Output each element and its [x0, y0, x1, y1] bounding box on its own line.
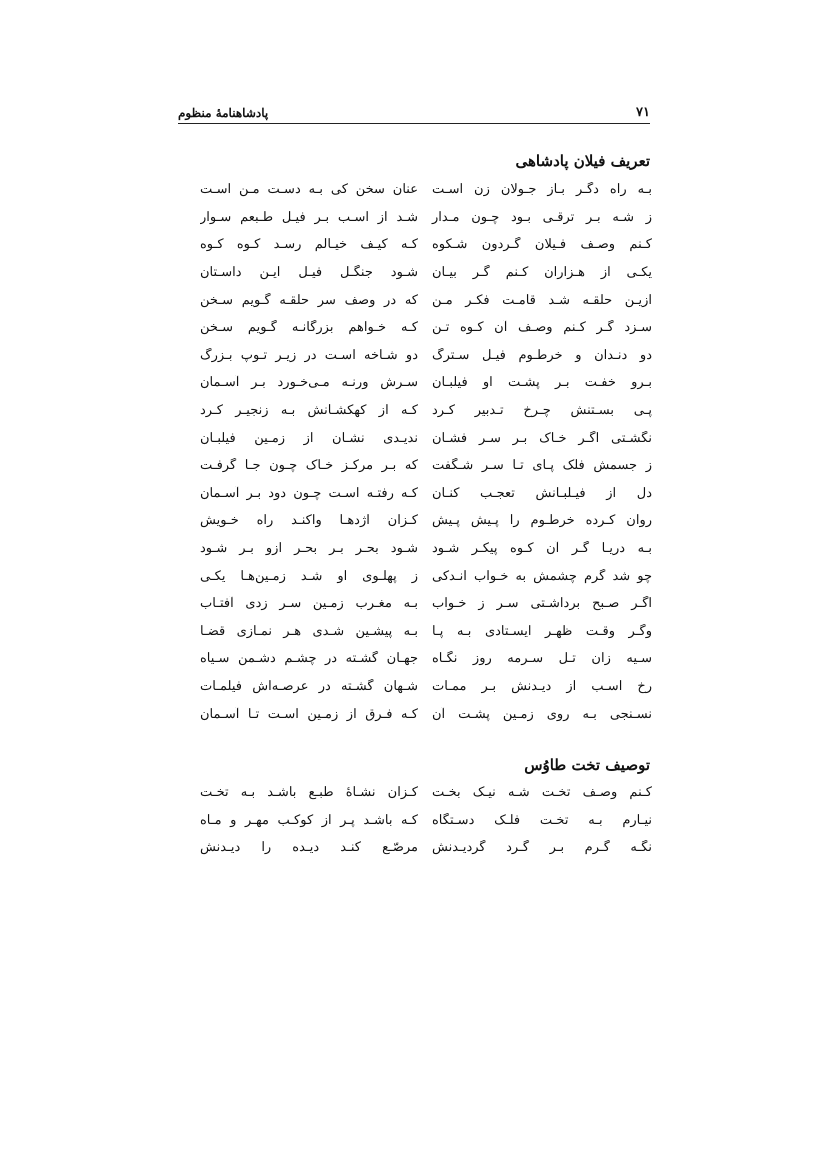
- couplet: [200, 618, 652, 646]
- couplet: [200, 535, 652, 563]
- second-hemistich: کـه خـواهم بزرگانـه گـویم سـخن: [200, 320, 418, 336]
- couplet-list: [200, 779, 652, 862]
- couplet: [200, 562, 652, 590]
- second-hemistich: مرصّـع کنـد دیـده را دیـدنش: [200, 840, 418, 856]
- first-hemistich: کـنم وصـف تخـت شـه نیـک بخـت: [432, 785, 652, 801]
- page-number: ۷۱: [636, 105, 650, 120]
- couplet: [200, 176, 652, 204]
- second-hemistich: عنان سخن کی بـه دسـت مـن اسـت: [200, 182, 418, 198]
- first-hemistich: دل از فیـلبـانش تعجـب کنـان: [432, 485, 652, 501]
- couplet: [200, 259, 652, 287]
- second-hemistich: شـهان گشـته در عرصـه‌اش فیلمـات: [200, 678, 418, 694]
- first-hemistich: نگشـتی اگـر خـاک بـر سـر فشـان: [432, 430, 652, 446]
- couplet: [200, 645, 652, 673]
- first-hemistich: چو شد گرم چشمش به خـواب انـدکی: [432, 568, 652, 584]
- couplet: [200, 286, 652, 314]
- second-hemistich: جهـان گشـته در چشـم دشـمن سـیاه: [200, 651, 418, 667]
- section-title: توصیف تخت طاوُس: [524, 756, 650, 774]
- second-hemistich: بـه پیشـین شـدی هـر نمـازی قضـا: [200, 623, 418, 639]
- second-hemistich: شـود جنگـل فیـل ایـن داسـتان: [200, 265, 418, 281]
- couplet: [200, 314, 652, 342]
- first-hemistich: اگـر صـبح برداشـتی سـر ز خـواب: [432, 596, 652, 612]
- first-hemistich: نگـه گـرم بـر گـرد گردیـدنش: [432, 840, 652, 856]
- first-hemistich: نسـنجی بـه روی زمـین پشـت آن: [432, 706, 652, 722]
- couplet: [200, 779, 652, 807]
- couplet: [200, 204, 652, 232]
- couplet: [200, 397, 652, 425]
- first-hemistich: نیـارم بـه تخـت فلـک دسـتگاه: [432, 812, 652, 828]
- first-hemistich: ز شـه بـر ترقـی بـود چـون مـدار: [432, 209, 652, 225]
- second-hemistich: کـزان نشـأهٔ طبـع باشـد بـه تخـت: [200, 785, 418, 801]
- couplet: [200, 480, 652, 508]
- second-hemistich: بـه مغـرب زمـین سـر زدی آفتـاب: [200, 596, 418, 612]
- second-hemistich: دو شـاخه اسـت در زیـر تـوپ بـزرگ: [200, 347, 418, 363]
- second-hemistich: کـه فـرق از زمـین اسـت تـا آسـمان: [200, 706, 418, 722]
- first-hemistich: رخ اسـب از دیـدنش بـر ممـات: [432, 678, 652, 694]
- section-title: تعریف فیلان پادشاهی: [515, 152, 650, 170]
- first-hemistich: دو دنـدان و خرطـوم فیـل سـترگ: [432, 347, 652, 363]
- couplet: [200, 342, 652, 370]
- couplet: [200, 590, 652, 618]
- couplet-list: [200, 176, 652, 728]
- first-hemistich: یکـی از هـزاران کـنم گـر بیـان: [432, 265, 652, 281]
- couplet: [200, 834, 652, 862]
- second-hemistich: شـود بحـر بـر بحـر ازو بـر شـود: [200, 541, 418, 557]
- second-hemistich: ز پهلـوی او شـد زمـین‌هـا یکـی: [200, 568, 418, 584]
- second-hemistich: کـه از کهکشـانش بـه زنجیـر کـرد: [200, 403, 418, 419]
- couplet: [200, 424, 652, 452]
- running-header: [178, 100, 650, 124]
- first-hemistich: سـیه زان تـل سـرمه روز نگـاه: [432, 651, 652, 667]
- first-hemistich: وگـر وقـت ظهـر ایسـتادی بـه پـا: [432, 623, 652, 639]
- first-hemistich: پـی بسـتنش چـرخ تـدبیر کـرد: [432, 403, 652, 419]
- first-hemistich: ز جسمش فلک پـای تـا سـر شـگفت: [432, 458, 652, 474]
- couplet: [200, 369, 652, 397]
- second-hemistich: کـه رفتـه اسـت چـون دود بـر آسـمان: [200, 485, 418, 501]
- second-hemistich: سـرش ورنـه مـی‌خـورد بـر آسـمان: [200, 375, 418, 391]
- couplet: [200, 507, 652, 535]
- first-hemistich: سـزد گـر کـنم وصـف آن کـوه تـن: [432, 320, 652, 336]
- first-hemistich: بـه دریـا گـر آن کـوه پیکـر شـود: [432, 541, 652, 557]
- couplet: [200, 700, 652, 728]
- second-hemistich: شـد از اسـب بـر فیـل طـبعم سـوار: [200, 209, 418, 225]
- couplet: [200, 673, 652, 701]
- first-hemistich: کـنم وصـف فـیلان گـردون شـکوه: [432, 237, 652, 253]
- couplet: [200, 452, 652, 480]
- first-hemistich: بـرو خفـت بـر پشـت او فیلبـان: [432, 375, 652, 391]
- second-hemistich: کـه باشـد پـر از کوکـب مهـر و مـاه: [200, 812, 418, 828]
- first-hemistich: ازیـن حلقـه شـد قامـت فکـر مـن: [432, 292, 652, 308]
- second-hemistich: کـه کیـف خیـالم رسـد کـوه کـوه: [200, 237, 418, 253]
- book-title: پادشاهنامهٔ منظوم: [178, 106, 269, 120]
- couplet: [200, 807, 652, 835]
- second-hemistich: ندیـدی نشـان از زمـین فیلبـان: [200, 430, 418, 446]
- couplet: [200, 231, 652, 259]
- second-hemistich: که بـر مرکـز خـاک چـون جـا گرفـت: [200, 458, 418, 474]
- first-hemistich: بـه راه دگـر بـاز جـولان زن اسـت: [432, 182, 652, 198]
- second-hemistich: که در وصف سر حلقـه گـویم سـخن: [200, 292, 418, 308]
- second-hemistich: کـزان اژدهـا واکنـد راه خـویش: [200, 513, 418, 529]
- first-hemistich: روان کـرده خرطـوم را پـیش پـیش: [432, 513, 652, 529]
